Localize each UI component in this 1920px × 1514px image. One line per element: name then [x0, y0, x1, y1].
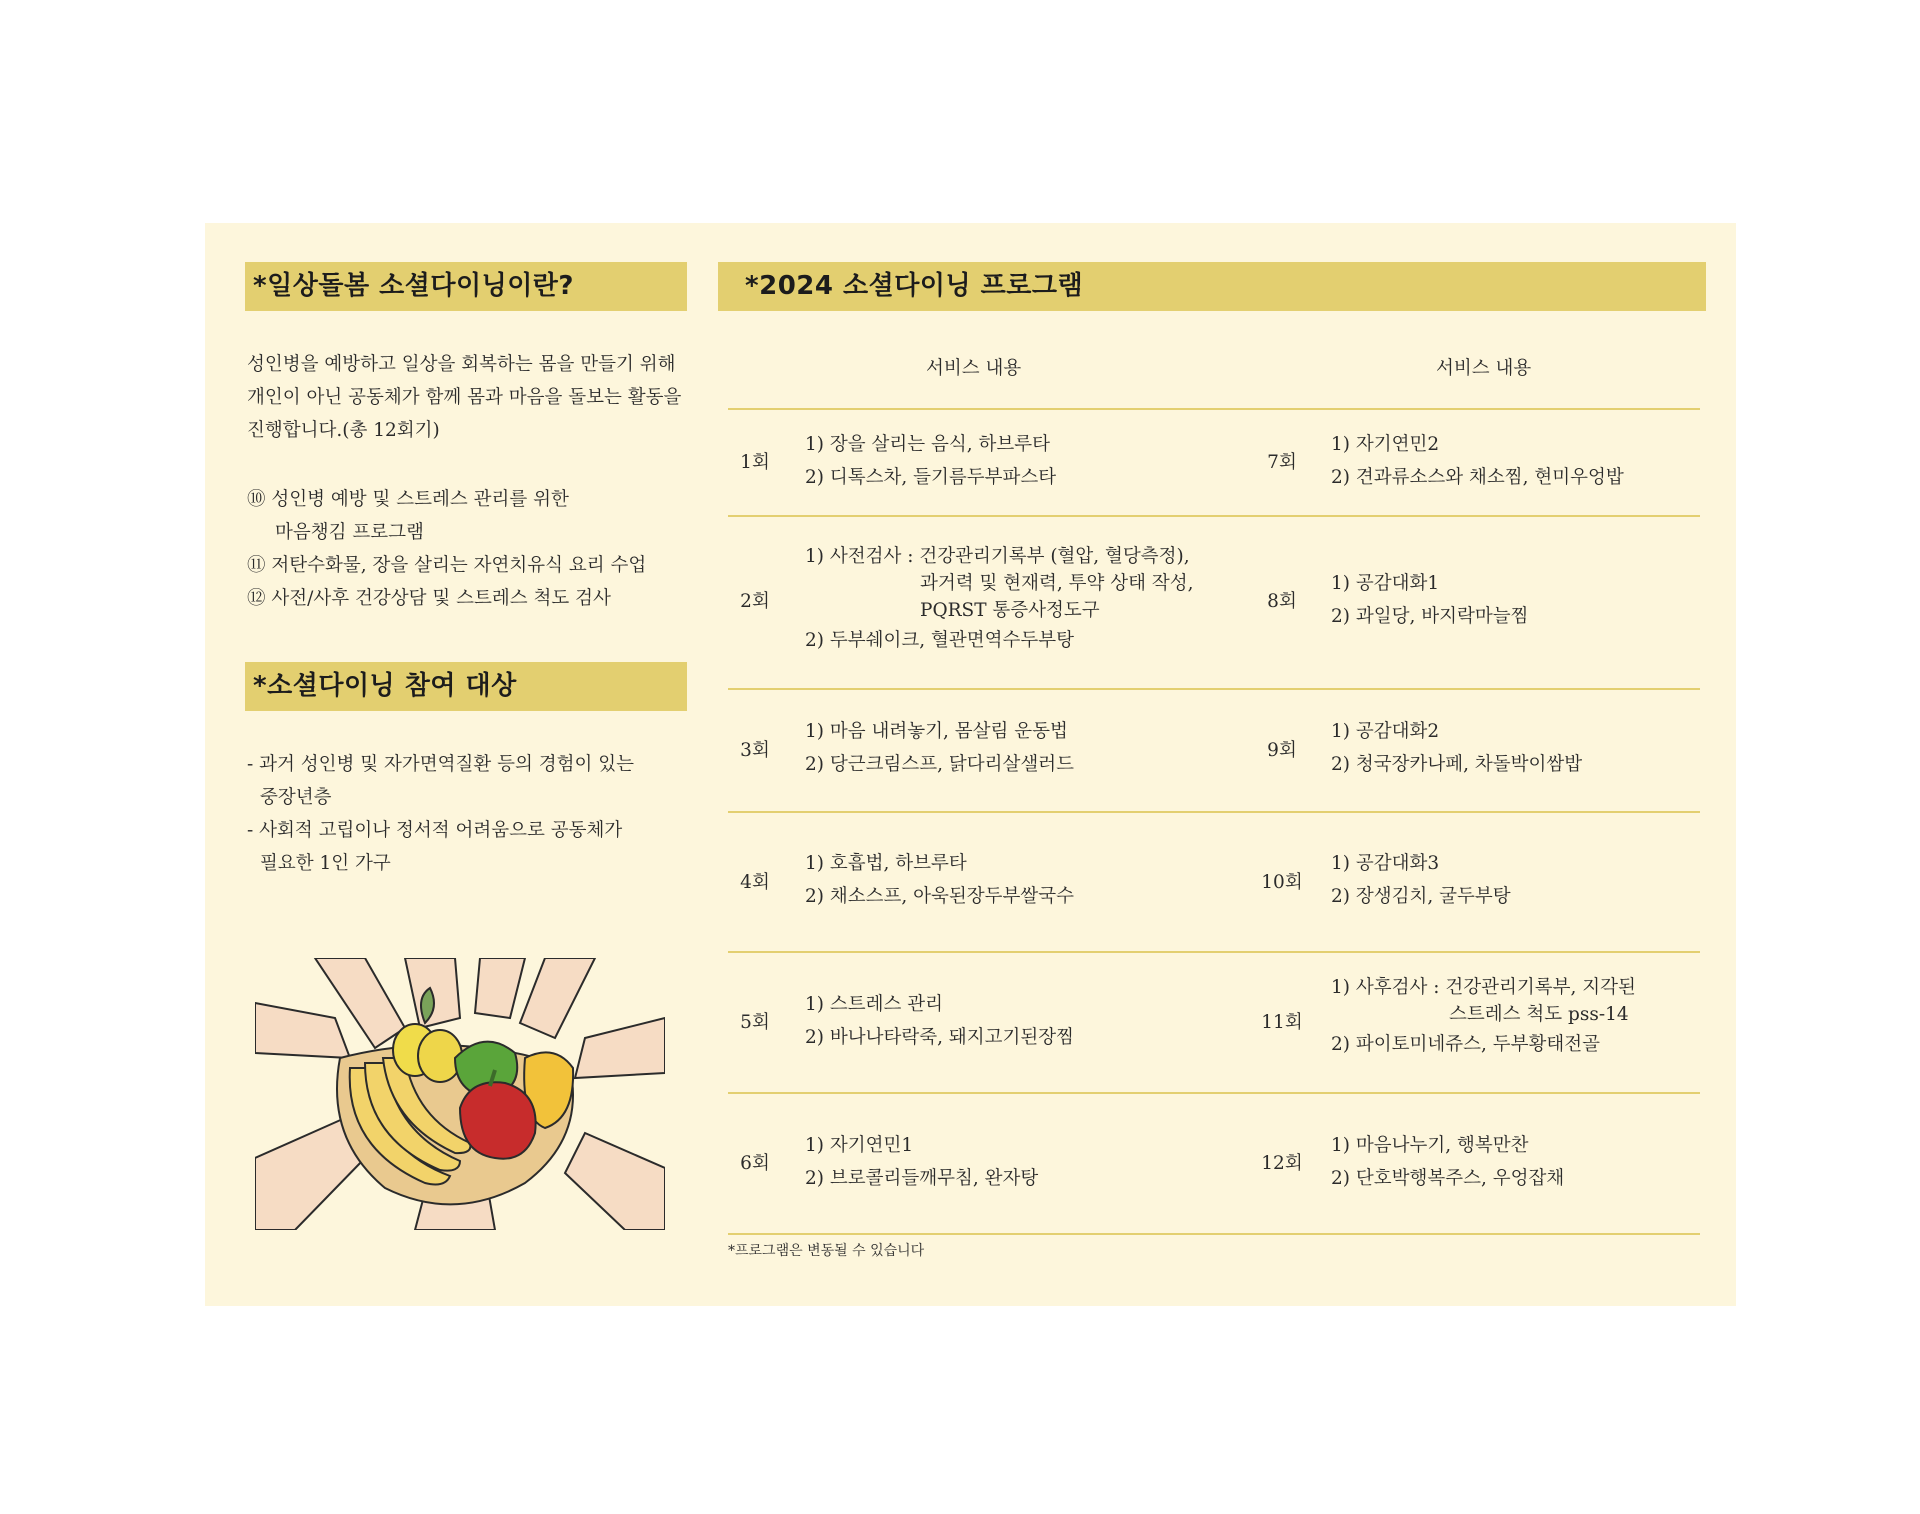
session-content: [1331, 974, 1636, 1061]
session-number: 10회: [1261, 872, 1303, 893]
program-item: ⑫ 사전/사후 건강상담 및 스트레스 척도 검사: [247, 588, 611, 609]
content-line: 2) 두부쉐이크, 혈관면역수두부탕: [805, 630, 1074, 651]
table-row: [728, 953, 1700, 1094]
table-header: [728, 340, 1700, 410]
table-row: [728, 1094, 1700, 1235]
program-item: ⑪ 저탄수화물, 장을 살리는 자연치유식 요리 수업: [247, 555, 647, 576]
intro-line: 진행합니다.(총 12회기): [247, 420, 440, 441]
session-number: 12회: [1261, 1153, 1303, 1174]
session-content: [1331, 847, 1511, 913]
session-content: [805, 543, 1194, 657]
table-row: [728, 410, 1700, 517]
content-line: 1) 공감대화1: [1331, 573, 1440, 594]
table-row: [728, 517, 1700, 690]
content-line: 1) 자기연민2: [1331, 434, 1440, 455]
program-item: ⑩ 성인병 예방 및 스트레스 관리를 위한: [247, 489, 569, 510]
content-line: 2) 단호박행복주스, 우엉잡채: [1331, 1168, 1565, 1189]
content-line: 2) 장생김치, 굴두부탕: [1331, 886, 1511, 907]
intro-paragraph: [247, 348, 681, 447]
content-line: 1) 호흡법, 하브루타: [805, 853, 967, 874]
session-number: 8회: [1267, 591, 1297, 612]
content-line: 2) 과일당, 바지락마늘찜: [1331, 606, 1529, 627]
session-content: [805, 988, 1074, 1054]
session-number: 3회: [740, 740, 770, 761]
session-content: [805, 715, 1074, 781]
session-number: 9회: [1267, 740, 1297, 761]
session-content: [1331, 1129, 1564, 1195]
content-line: PQRST 통증사정도구: [920, 600, 1100, 621]
session-content: [1331, 715, 1582, 781]
content-line: 1) 스트레스 관리: [805, 994, 943, 1015]
session-content: [805, 1129, 1038, 1195]
content-line: 1) 마음 내려놓기, 몸살림 운동법: [805, 721, 1068, 742]
program-items: [247, 483, 646, 615]
section-heading-program: *2024 소셜다이닝 프로그램: [718, 262, 1706, 311]
content-line: 1) 사전검사 : 건강관리기록부 (혈압, 혈당측정),: [805, 546, 1190, 567]
content-line: 2) 견과류소스와 채소찜, 현미우엉밥: [1331, 467, 1624, 488]
content-line: 2) 당근크림스프, 닭다리살샐러드: [805, 754, 1074, 775]
session-number: 1회: [740, 452, 770, 473]
content-line: 1) 자기연민1: [805, 1135, 914, 1156]
content-line: 스트레스 척도 pss-14: [1449, 1004, 1629, 1025]
content-line: 2) 브로콜리들깨무침, 완자탕: [805, 1168, 1039, 1189]
session-number: 5회: [740, 1012, 770, 1033]
content-line: 2) 파이토미네쥬스, 두부황태전골: [1331, 1034, 1600, 1055]
program-schedule-table: [728, 340, 1700, 1235]
target-item-cont: 중장년층: [260, 787, 332, 808]
session-content: [805, 428, 1056, 494]
session-number: 7회: [1267, 452, 1297, 473]
col-header: 서비스 내용: [1436, 358, 1532, 379]
session-content: [805, 847, 1074, 913]
content-line: 1) 공감대화2: [1331, 721, 1440, 742]
intro-line: 성인병을 예방하고 일상을 회복하는 몸을 만들기 위해: [247, 354, 676, 375]
target-item: - 과거 성인병 및 자가면역질환 등의 경험이 있는: [247, 754, 634, 775]
intro-line: 개인이 아닌 공동체가 함께 몸과 마음을 돌보는 활동을: [247, 387, 682, 408]
table-row: [728, 813, 1700, 953]
content-line: 1) 사후검사 : 건강관리기록부, 지각된: [1331, 977, 1636, 998]
session-number: 6회: [740, 1153, 770, 1174]
content-line: 1) 마음나누기, 행복만찬: [1331, 1135, 1529, 1156]
content-line: 1) 장을 살리는 음식, 하브루타: [805, 434, 1050, 455]
session-number: 2회: [740, 591, 770, 612]
content-line: 과거력 및 현재력, 투약 상태 작성,: [920, 573, 1194, 594]
hands-vegetables-illustration: [255, 958, 665, 1230]
session-content: [1331, 567, 1528, 633]
session-content: [1331, 428, 1624, 494]
col-header: 서비스 내용: [926, 358, 1022, 379]
section-heading-about: *일상돌봄 소셜다이닝이란?: [245, 262, 687, 311]
session-number: 4회: [740, 872, 770, 893]
session-number: 11회: [1261, 1012, 1303, 1033]
section-heading-target: *소셜다이닝 참여 대상: [245, 662, 687, 711]
content-line: 2) 청국장카나페, 차돌박이쌈밥: [1331, 754, 1583, 775]
target-item: - 사회적 고립이나 정서적 어려움으로 공동체가: [247, 820, 623, 841]
content-line: 1) 공감대화3: [1331, 853, 1440, 874]
table-row: [728, 690, 1700, 813]
content-line: 2) 바나나타락죽, 돼지고기된장찜: [805, 1027, 1074, 1048]
program-item-cont: 마음챙김 프로그램: [275, 522, 424, 543]
content-line: 2) 디톡스차, 들기름두부파스타: [805, 467, 1057, 488]
content-line: 2) 채소스프, 아욱된장두부쌀국수: [805, 886, 1074, 907]
target-list: [247, 748, 634, 880]
footnote: *프로그램은 변동될 수 있습니다: [728, 1243, 925, 1259]
target-item-cont: 필요한 1인 가구: [260, 853, 391, 874]
